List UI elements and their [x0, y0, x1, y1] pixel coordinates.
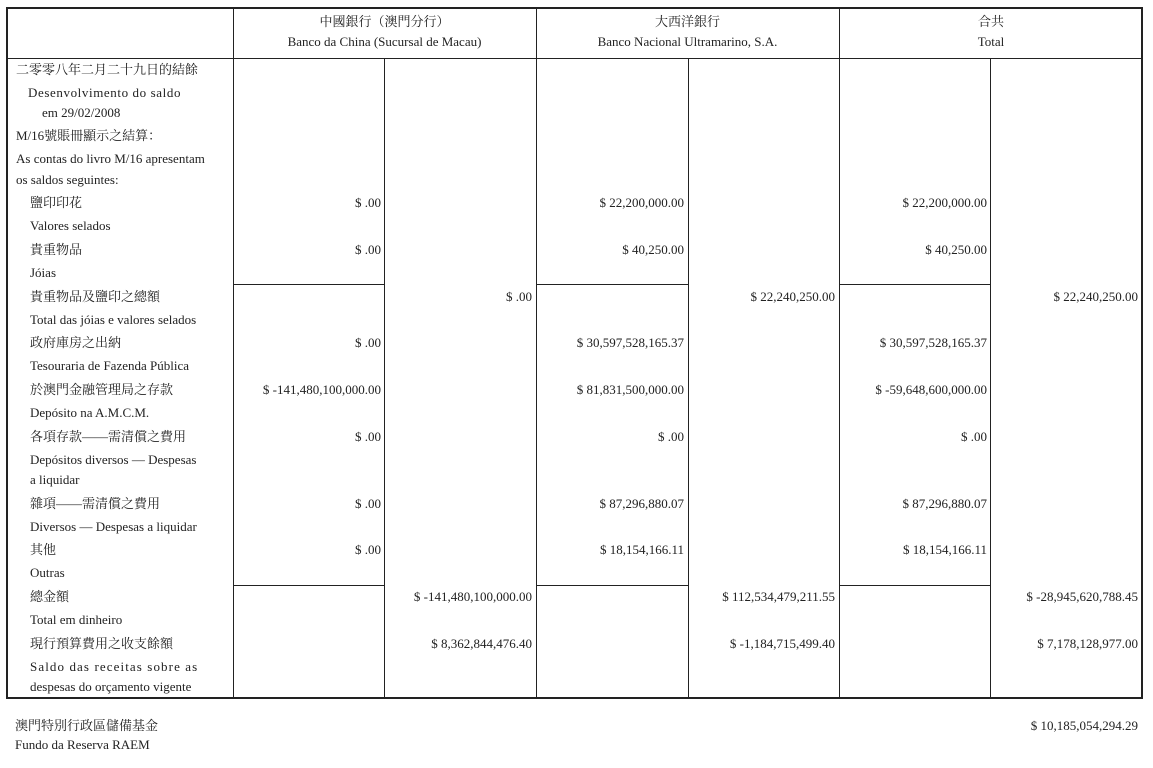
row-budget-label-zh: 現行預算費用之收支餘額 — [30, 636, 174, 651]
row-treasury-label-zh: 政府庫房之出納 — [30, 335, 122, 350]
row-amcm-total: $ -59,648,600,000.00 — [875, 382, 987, 397]
header-divider — [6, 58, 1143, 59]
footer-label-zh: 澳門特別行政區儲備基金 — [15, 718, 159, 733]
subtotal-rule-total-b — [839, 585, 990, 586]
row-jewels-total: $ 40,250.00 — [925, 242, 987, 257]
subtotal-rule-bank2-b — [536, 585, 688, 586]
table-frame — [6, 7, 1143, 699]
col-divider-bank1 — [536, 7, 537, 699]
row-stamps-total: $ 22,200,000.00 — [902, 195, 987, 210]
row-deposits-label-pt-1: Depósitos diversos — Despesas — [30, 452, 197, 467]
col-divider-bank2 — [839, 7, 840, 699]
row-jewels-total-bc: $ .00 — [506, 289, 532, 304]
row-stamps-label-zh: 鹽印印花 — [30, 195, 83, 210]
row-others-label-pt: Outras — [30, 565, 65, 580]
row-treasury-total: $ 30,597,528,165.37 — [879, 335, 987, 350]
subcol-divider-total — [990, 58, 991, 699]
row-others-bnu: $ 18,154,166.11 — [599, 542, 684, 557]
row-misc-label-zh: 雜項——需清償之費用 — [30, 496, 161, 511]
row-budget-total: $ 7,178,128,977.00 — [1037, 636, 1138, 651]
row-deposits-bnu: $ .00 — [658, 429, 684, 444]
header-total-zh: 合共 — [977, 14, 1004, 29]
row-budget-bnu: $ -1,184,715,499.40 — [729, 636, 835, 651]
row-jewels-label-pt: Jóias — [30, 265, 56, 280]
row-treasury-bc: $ .00 — [355, 335, 381, 350]
row-stamps-bc: $ .00 — [355, 195, 381, 210]
row-deposits-label-pt-2: a liquidar — [30, 472, 80, 487]
row-amcm-label-zh: 於澳門金融管理局之存款 — [30, 382, 174, 397]
row-jewels-total-label-pt: Total das jóias e valores selados — [30, 312, 197, 327]
row-jewels-bc: $ .00 — [355, 242, 381, 257]
header-bank2-zh: 大西洋銀行 — [654, 14, 720, 29]
row-misc-total: $ 87,296,880.07 — [902, 496, 987, 511]
subcol-divider-bank2 — [688, 58, 689, 699]
row-cash-total-label-pt: Total em dinheiro — [30, 612, 123, 627]
row-others-label-zh: 其他 — [30, 542, 57, 557]
footer-label-pt: Fundo da Reserva RAEM — [15, 737, 150, 752]
row-cash-total-bc: $ -141,480,100,000.00 — [413, 589, 532, 604]
row-stamps-label-pt: Valores selados — [30, 218, 111, 233]
subtotal-rule-total-a — [839, 284, 990, 285]
row-cash-total-total: $ -28,945,620,788.45 — [1026, 589, 1138, 604]
row-misc-bc: $ .00 — [355, 496, 381, 511]
row-budget-label-pt-1: Saldo das receitas sobre as — [30, 659, 199, 674]
row-deposits-total: $ .00 — [961, 429, 987, 444]
row-jewels-bnu: $ 40,250.00 — [622, 242, 684, 257]
row-amcm-bnu: $ 81,831,500,000.00 — [576, 382, 684, 397]
footer-value: $ 10,185,054,294.29 — [1030, 718, 1138, 733]
row-cash-total-bnu: $ 112,534,479,211.55 — [722, 589, 835, 604]
balance-label-pt-2: em 29/02/2008 — [42, 105, 121, 120]
book-label-pt-2: os saldos seguintes: — [16, 172, 119, 187]
book-label-pt-1: As contas do livro M/16 apresentam — [16, 151, 205, 166]
row-jewels-total-label-zh: 貴重物品及鹽印之總額 — [30, 289, 161, 304]
balance-label-zh: 二零零八年二月二十九日的結餘 — [16, 62, 199, 77]
row-misc-label-pt: Diversos — Despesas a liquidar — [30, 519, 197, 534]
col-divider-label — [233, 7, 234, 699]
row-budget-bc: $ 8,362,844,476.40 — [431, 636, 532, 651]
row-budget-label-pt-2: despesas do orçamento vigente — [30, 679, 192, 694]
subtotal-rule-bank2-a — [536, 284, 688, 285]
header-bank1-pt: Banco da China (Sucursal de Macau) — [287, 34, 482, 49]
row-amcm-bc: $ -141,480,100,000.00 — [262, 382, 381, 397]
row-treasury-bnu: $ 30,597,528,165.37 — [576, 335, 684, 350]
subcol-divider-bank1 — [384, 58, 385, 699]
row-treasury-label-pt: Tesouraria de Fazenda Pública — [30, 358, 189, 373]
subtotal-rule-bank1-a — [233, 284, 384, 285]
row-cash-total-label-zh: 總金額 — [30, 589, 70, 604]
header-total-pt: Total — [977, 34, 1005, 49]
row-jewels-label-zh: 貴重物品 — [30, 242, 83, 257]
row-others-total: $ 18,154,166.11 — [902, 542, 987, 557]
row-deposits-label-zh: 各項存款——需清償之費用 — [30, 429, 187, 444]
header-bank1-zh: 中國銀行（澳門分行） — [319, 14, 450, 29]
row-amcm-label-pt: Depósito na A.M.C.M. — [30, 405, 150, 420]
row-others-bc: $ .00 — [355, 542, 381, 557]
row-misc-bnu: $ 87,296,880.07 — [599, 496, 684, 511]
row-jewels-total-bnu: $ 22,240,250.00 — [750, 289, 835, 304]
subtotal-rule-bank1-b — [233, 585, 384, 586]
row-deposits-bc: $ .00 — [355, 429, 381, 444]
row-stamps-bnu: $ 22,200,000.00 — [599, 195, 684, 210]
book-label-zh: M/16號賬冊顯示之結算： — [16, 128, 162, 143]
row-jewels-total-total: $ 22,240,250.00 — [1053, 289, 1138, 304]
header-bank2-pt: Banco Nacional Ultramarino, S.A. — [597, 34, 778, 49]
balance-label-pt-1: Desenvolvimento do saldo — [28, 85, 182, 100]
